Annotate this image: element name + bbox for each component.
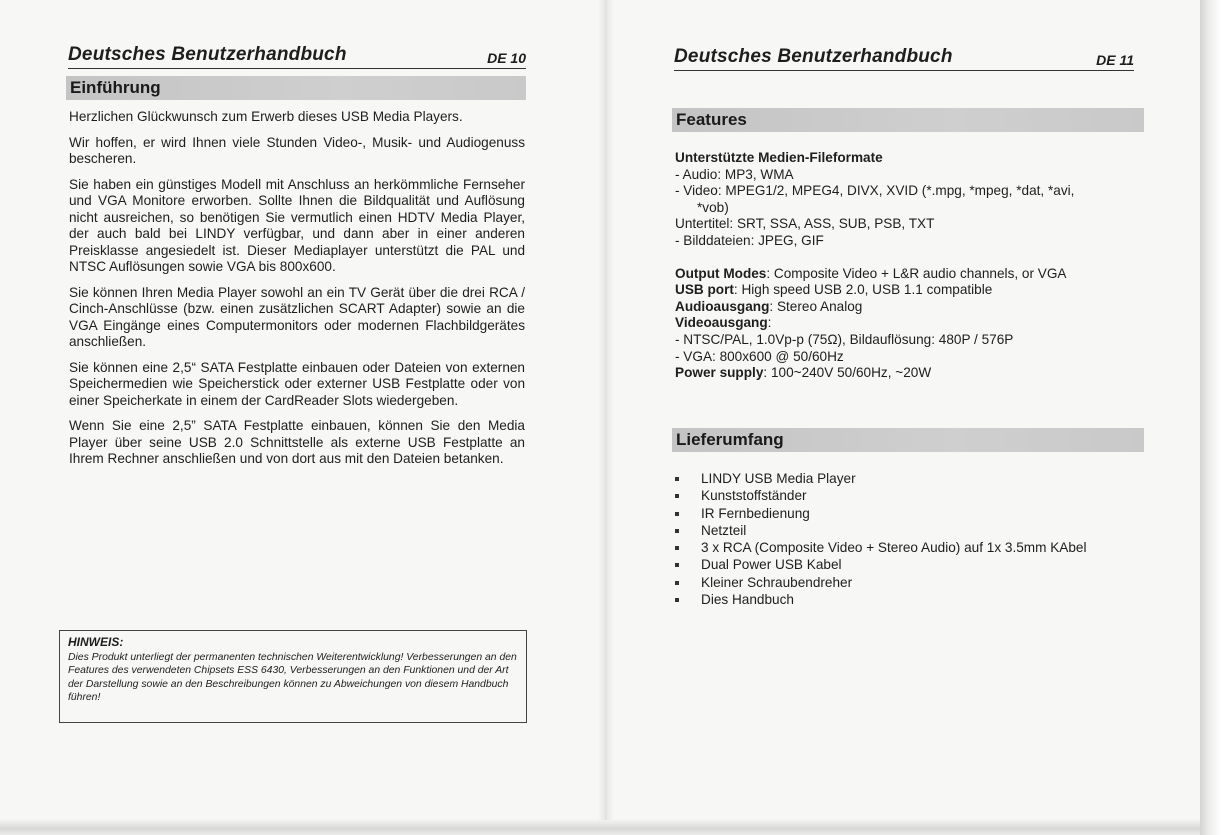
list-item: LINDY USB Media Player: [675, 470, 1145, 487]
features-block: [675, 150, 1145, 382]
paragraph: Sie haben ein günstiges Modell mit Anschluss an herkömmliche Fernseher und VGA Monitore erworben. Sollte Ihnen die Bildqualität und Auflösung nicht ausreichen, so benötigen Sie vermutlich einen HDTV Media Player, der auch bald bei LINDY verfügbar, und dann aber in einer anderen Preisklasse angesiedelt ist. Dieser Mediaplayer unterstützt die PAL und NTSC Auflösungen sowie VGA bis 800x600.: [69, 176, 525, 274]
page-bottom-edge: [0, 820, 1200, 835]
section-heading-lieferumfang: [672, 428, 1144, 452]
spec-output: Output Modes: Composite Video + L&R audio channels, or VGA: [675, 265, 1067, 281]
page-number: DE 10: [487, 50, 526, 66]
spec-power: Power supply: 100~240V 50/60Hz, ~20W: [675, 365, 932, 381]
list-item: Dual Power USB Kabel: [675, 556, 1145, 573]
page-edge: [1200, 0, 1221, 835]
page-number: DE 11: [1096, 52, 1134, 68]
format-video: - Video: MPEG1/2, MPEG4, DIVX, XVID (*.mpg, *mpeg, *dat, *avi,: [675, 183, 1075, 199]
format-subtitles: Untertitel: SRT, SSA, ASS, SUB, PSB, TXT: [675, 216, 935, 232]
bullet-icon: [675, 598, 679, 602]
bullet-icon: [675, 477, 679, 481]
format-video-cont: *vob): [697, 199, 729, 215]
left-page: [0, 0, 606, 835]
paragraph: Sie können Ihren Media Player sowohl an ein TV Gerät über die drei RCA / Cinch-Anschlüsse (bzw. einen zusätzlichen SCART Adapter) sowie an die VGA Eingänge eines Computermonitors oder modernen Flachbildgerätes anschließen.: [69, 284, 525, 349]
section-title: Features: [676, 110, 747, 129]
list-item: 3 x RCA (Composite Video + Stereo Audio) auf 1x 3.5mm KAbel: [675, 539, 1145, 556]
bullet-icon: [675, 546, 679, 550]
section-title: Einführung: [70, 78, 161, 97]
list-item: Netzteil: [675, 522, 1145, 539]
bullet-icon: [675, 581, 679, 585]
header-title: Deutsches Benutzerhandbuch: [674, 46, 953, 67]
section-title: Lieferumfang: [676, 430, 784, 449]
spec-video: Videoausgang:: [675, 315, 772, 331]
section-heading-einfuehrung: [66, 76, 526, 100]
right-page-header: [674, 46, 1134, 71]
hint-box: [59, 630, 527, 723]
header-title: Deutsches Benutzerhandbuch: [68, 44, 347, 65]
paragraph: Sie können eine 2,5“ SATA Festplatte einbauen oder Dateien von externen Speichermedien wie Speicherstick oder externer USB Festplatte oder von einer Speicherkate in einem der CardReader Slots wiedergeben.: [69, 359, 525, 408]
section-heading-features: [672, 108, 1144, 132]
bullet-icon: [675, 494, 679, 498]
format-images: - Bilddateien: JPEG, GIF: [675, 232, 824, 248]
formats-heading: Unterstützte Medien-Fileformate: [675, 150, 883, 165]
hint-title: HINWEIS:: [68, 635, 124, 649]
spec-audio: Audioausgang: Stereo Analog: [675, 298, 863, 314]
spec-video-ntsc: - NTSC/PAL, 1.0Vp-p (75Ω), Bildauflösung: 480P / 576P: [675, 331, 1014, 347]
format-audio: - Audio: MP3, WMA: [675, 166, 794, 182]
bullet-icon: [675, 529, 679, 533]
list-item: Dies Handbuch: [675, 591, 1145, 608]
list-item: Kunststoffständer: [675, 487, 1145, 504]
delivery-list: [675, 470, 1145, 608]
list-item: IR Fernbedienung: [675, 505, 1145, 522]
bullet-icon: [675, 512, 679, 516]
bullet-icon: [675, 563, 679, 567]
spec-usb: USB port: High speed USB 2.0, USB 1.1 compatible: [675, 282, 993, 298]
paragraph: Wenn Sie eine 2,5” SATA Festplatte einbauen, können Sie den Media Player über seine USB 2.0 Schnittstelle als externe USB Festplatte an Ihrem Rechner anschließen und von dort aus mit den Dateien betanken.: [69, 418, 525, 466]
paragraph: Wir hoffen, er wird Ihnen viele Stunden Video-, Musik- und Audiogenuss bescheren.: [69, 134, 525, 166]
left-page-header: [68, 44, 526, 69]
paragraph: Herzlichen Glückwunsch zum Erwerb dieses USB Media Players.: [69, 109, 463, 124]
right-page: [606, 0, 1206, 835]
intro-text: [69, 109, 525, 477]
spec-video-vga: - VGA: 800x600 @ 50/60Hz: [675, 348, 844, 364]
book-gutter: [598, 0, 614, 835]
list-item: Kleiner Schraubendreher: [675, 574, 1145, 591]
hint-text: Dies Produkt unterliegt der permanenten technischen Weiterentwicklung! Verbesserungen an den Features des verwendeten Chipsets ESS 6430, Verbesserungen an den Funktionen und der Art der Darstellung sowie an den Beschreibungen können zu Abweichungen von diesem Handbuch führen!: [68, 652, 517, 704]
